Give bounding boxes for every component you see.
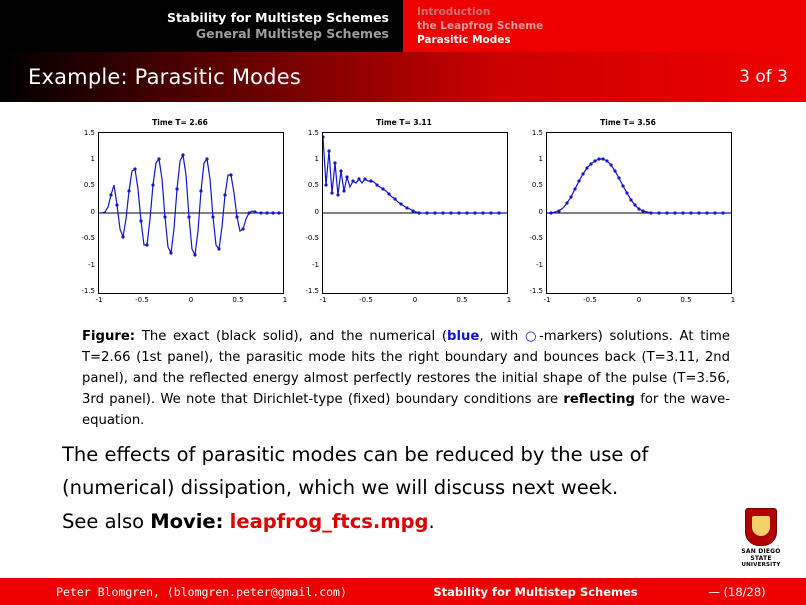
y-tick-1-3: 0 <box>90 208 95 216</box>
movie-filename-link[interactable]: leapfrog_ftcs.mpg <box>229 510 429 533</box>
plot-panel-3 <box>516 118 740 308</box>
x-tick-1-3: 0.5 <box>232 296 244 304</box>
header-nav <box>403 0 806 52</box>
logo-line-1: SAN DIEGO STATE <box>741 548 781 562</box>
figure-caption-part3: -markers) solutions. At time T=2.66 (1st panel), the parasitic mode hits the right boundary and bounces back (T=3.11, 2nd panel), and the reflected energy almost perfectly restores the initial shape of the pulse (T=3.56, 3rd panel). We note that Dirichlet-type (fixed) boundary conditions are <box>82 329 730 407</box>
circle-marker-icon: ○ <box>524 329 539 344</box>
x-tick-2-2: 0 <box>412 296 418 304</box>
slide-footer <box>0 578 806 605</box>
see-also-prefix: See also <box>62 510 151 533</box>
y-tick-2-5: -1 <box>312 261 319 269</box>
slide-title-bar <box>0 52 806 102</box>
header-section-title: Stability for Multistep Schemes <box>166 10 389 25</box>
plot-area-3 <box>546 132 732 294</box>
header-nav-item-leapfrog[interactable]: the Leapfrog Scheme <box>417 20 544 32</box>
figure-caption-label: Figure: <box>82 329 136 344</box>
y-tick-2-4: -0.5 <box>305 234 319 242</box>
x-tick-3-1: -0.5 <box>583 296 597 304</box>
y-tick-3-3: 0 <box>538 208 543 216</box>
body-paragraph: The effects of parasitic modes can be reduced by the use of (numerical) dissipation, which we will discuss next week. <box>62 443 649 499</box>
figure-panels <box>68 118 740 308</box>
figure-caption-part2: , with <box>479 329 525 344</box>
plot-panel-2 <box>292 118 516 308</box>
plot-area-1 <box>98 132 284 294</box>
x-tick-2-1: -0.5 <box>359 296 373 304</box>
y-tick-3-0: 1.5 <box>531 129 543 137</box>
shield-icon <box>745 508 777 546</box>
logo-line-2: UNIVERSITY <box>741 562 781 568</box>
y-tick-3-2: 0.5 <box>531 181 543 189</box>
x-tick-1-0: -1 <box>95 296 103 304</box>
x-tick-1-4: 1 <box>282 296 288 304</box>
header-nav-item-introduction[interactable]: Introduction <box>417 6 491 18</box>
y-tick-2-3: 0 <box>314 208 319 216</box>
see-also-line <box>62 510 752 533</box>
footer-page-number: — (18/28) <box>708 584 766 599</box>
y-tick-1-6: -1.5 <box>81 287 95 295</box>
y-tick-2-6: -1.5 <box>305 287 319 295</box>
x-tick-3-2: 0 <box>636 296 642 304</box>
university-logo <box>730 508 792 570</box>
plot-title-3: Time T= 3.56 <box>600 118 656 127</box>
y-tick-1-0: 1.5 <box>83 129 95 137</box>
y-tick-3-6: -1.5 <box>529 287 543 295</box>
header-left <box>0 0 403 52</box>
x-tick-3-0: -1 <box>543 296 551 304</box>
x-tick-2-0: -1 <box>319 296 327 304</box>
x-tick-3-4: 1 <box>730 296 736 304</box>
header-subsection-title: General Multistep Schemes <box>195 26 389 41</box>
x-tick-2-4: 1 <box>506 296 512 304</box>
x-tick-1-2: 0 <box>188 296 194 304</box>
header-nav-item-parasitic-modes[interactable]: Parasitic Modes <box>417 34 511 46</box>
y-tick-1-1: 1 <box>90 155 95 163</box>
plot-title-2: Time T= 3.11 <box>376 118 432 127</box>
y-tick-1-5: -1 <box>88 261 95 269</box>
x-tick-3-3: 0.5 <box>680 296 692 304</box>
y-tick-2-0: 1.5 <box>307 129 319 137</box>
see-also-bold: Movie: <box>150 510 224 533</box>
figure-caption-bold: reflecting <box>563 392 635 407</box>
figure-caption-part4: for the wave-equation. <box>82 392 730 428</box>
figure-caption-blue: blue <box>447 329 480 344</box>
y-tick-1-2: 0.5 <box>83 181 95 189</box>
plot-area-2 <box>322 132 508 294</box>
figure-caption <box>82 326 730 431</box>
y-tick-3-1: 1 <box>538 155 543 163</box>
page-title: Example: Parasitic Modes <box>28 65 301 89</box>
figure-caption-part1: The exact (black solid), and the numerical ( <box>135 329 448 344</box>
y-tick-2-1: 1 <box>314 155 319 163</box>
footer-author: Peter Blomgren, ⟨blomgren.peter@gmail.com⟩ <box>56 584 347 599</box>
plot-panel-1 <box>68 118 292 308</box>
y-tick-1-4: -0.5 <box>81 234 95 242</box>
y-tick-3-4: -0.5 <box>529 234 543 242</box>
footer-subject: Stability for Multistep Schemes <box>433 584 638 599</box>
y-tick-3-5: -1 <box>536 261 543 269</box>
x-tick-1-1: -0.5 <box>135 296 149 304</box>
plot-title-1: Time T= 2.66 <box>152 118 208 127</box>
slide-counter: 3 of 3 <box>739 67 788 87</box>
y-tick-2-2: 0.5 <box>307 181 319 189</box>
see-also-period: . <box>428 510 435 533</box>
x-tick-2-3: 0.5 <box>456 296 468 304</box>
slide-header <box>0 0 806 52</box>
